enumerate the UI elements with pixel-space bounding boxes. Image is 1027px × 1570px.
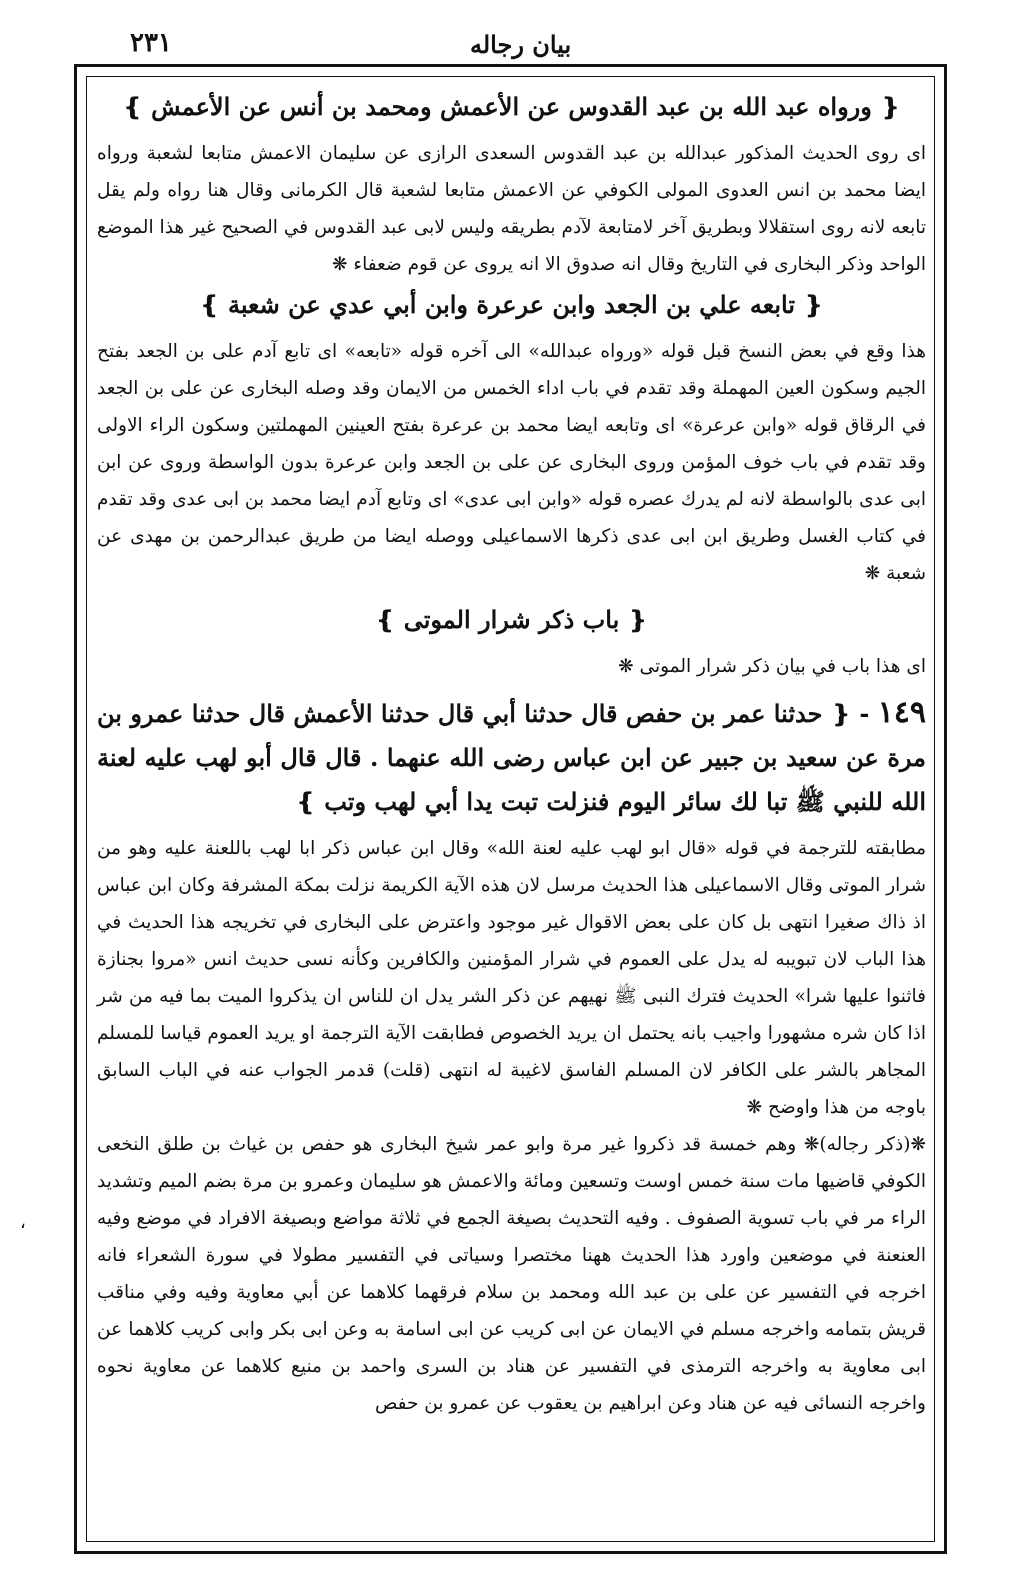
page-body xyxy=(97,85,926,1422)
section-heading: ❴ ورواه عبد الله بن عبد القدوس عن الأعمش ومحمد بن أنس عن الأعمش ❵ xyxy=(122,92,901,121)
text-frame xyxy=(86,76,935,1542)
commentary-paragraph: اى روى الحديث المذكور عبدالله بن عبد القدوس السعدى الرازى عن سليمان الاعمش متابعا لشعبة ورواه ايضا محمد بن انس العدوى المولى الكوفي عن الاعمش متابعا لشعبة قال الكرمانى وقال هنا رواه ولم يقل تابعه لانه روى استقلالا وبطريق آخر لامتابعة لآدم بطريقه وليس لابى عبد القدوس في الصحيح غير هذا الموضع الواحد وذكر البخارى في التاريخ وقال انه صدوق الا انه يروى عن قوم ضعفاء ❋ xyxy=(97,143,926,275)
running-title: بيان رجاله xyxy=(470,30,572,59)
hadith-number: ١٤٩ xyxy=(877,695,927,730)
hadith-body: ❴ حدثنا عمر بن حفص قال حدثنا أبي قال حدثنا الأعمش قال حدثنا عمرو بن مرة عن سعيد بن جبير عن ابن عباس رضى الله عنهما . قال قال أبو لهب عليه لعنة الله للنبي ﷺ تبا لك سائر اليوم فنزلت تبت يدا أبي لهب وتب ❵ xyxy=(97,699,926,816)
commentary-paragraph: هذا وقع في بعض النسخ قبل قوله «ورواه عبدالله» الى آخره قوله «تابعه» اى تابع آدم على بن الجعد بفتح الجيم وسكون العين المهملة وقد تقدم في باب اداء الخمس من الايمان وقد وصله البخارى عن على بن الجعد في الرقاق قوله «وابن عرعرة» اى وتابعه ايضا محمد بن عرعرة بفتح العينين المهملتين وسكون الراء الاولى وقد تقدم في باب خوف المؤمن وروى البخارى عن على بن الجعد وابن عرعرة بدون الواسطة وروى عن ابن ابى عدى بالواسطة لانه لم يدرك عصره قوله «وابن ابى عدى» اى وتابع آدم ايضا محمد بن ابى عدى وقد تقدم في كتاب الغسل وطريق ابن ابى عدى ذكرها الاسماعيلى ووصله ايضا من طريق عبدالرحمن بن مهدى عن شعبة ❋ xyxy=(97,341,926,584)
page-number: ٢٣١ xyxy=(130,28,172,58)
page-header xyxy=(0,28,1027,64)
section-heading: ❴ تابعه علي بن الجعد وابن عرعرة وابن أبي عدي عن شعبة ❵ xyxy=(199,290,824,319)
commentary-paragraph: مطابقته للترجمة في قوله «قال ابو لهب عليه لعنة الله» وقال ابن عباس ذكر ابا لهب باللعنة عليه وهو من شرار الموتى وقال الاسماعيلى هذا الحديث مرسل لان هذه الآية الكريمة نزلت بمكة المشرفة وكان ابن عباس اذ ذاك صغيرا انتهى بل كان على بعض الاقوال غير موجود واعترض على البخارى في تخريجه هذا الحديث في هذا الباب لان تبويبه له يدل على العموم في شرار المؤمنين والكافرين وكأنه نسى حديث انس «مروا بجنازة فاثنوا عليها شرا» الحديث فترك النبى ﷺ نهيهم عن ذكر الشر يدل ان للناس ان يذكروا الميت بما فيه من شر اذا كان شره مشهورا واجيب بانه يحتمل ان يريد الخصوص فطابقت الآية الترجمة او يريد العموم قياسا للمسلم المجاهر بالشر على الكافر لان المسلم الفاسق لاغيبة له انتهى (قلت) قدمر الجواب عنه في الباب السابق باوجه من هذا واوضح ❋ xyxy=(97,838,926,1118)
narrators-paragraph: ❋(ذكر رجاله)❋ وهم خمسة قد ذكروا غير مرة وابو عمر شيخ البخارى هو حفص بن غياث بن طلق النخعى الكوفي قاضيها مات سنة خمس اوست وتسعين ومائة والاعمش هو سليمان وعمرو بن مرة بضم الميم وتشديد الراء مر في باب تسوية الصفوف . وفيه التحديث بصيغة الجمع في ثلاثة مواضع وبصيغة الافراد في موضع وفيه العنعنة في موضعين واورد هذا الحديث ههنا مختصرا وسياتى في التفسير مطولا في سورة الشعراء فانه اخرجه في التفسير عن على بن عبد الله ومحمد بن سلام فرقهما كلاهما عن أبي معاوية وفيه وفي مناقب قريش بتمامه واخرجه مسلم في الايمان عن ابى كريب عن ابى اسامة به وعن ابى بكر وابى كريب كلاهما عن ابى معاوية به واخرجه الترمذى في التفسير عن هناد بن السرى واحمد بن منيع كلاهما عن معاوية نحوه واخرجه النسائى فيه عن هناد وعن ابراهيم بن يعقوب عن عمرو بن حفص xyxy=(97,1134,926,1414)
margin-mark: ، xyxy=(20,1212,26,1233)
hadith-text: ١٤٩ - ❴ حدثنا عمر بن حفص قال حدثنا أبي قال حدثنا الأعمش قال حدثنا عمرو بن مرة عن سعيد بن جبير عن ابن عباس رضى الله عنهما . قال قال أبو لهب عليه لعنة الله للنبي ﷺ تبا لك سائر اليوم فنزلت تبت يدا أبي لهب وتب ❵ xyxy=(97,695,927,816)
chapter-title: ❴ باب ذكر شرار الموتى ❵ xyxy=(375,605,648,634)
chapter-explanation: اى هذا باب في بيان ذكر شرار الموتى ❋ xyxy=(618,656,926,677)
